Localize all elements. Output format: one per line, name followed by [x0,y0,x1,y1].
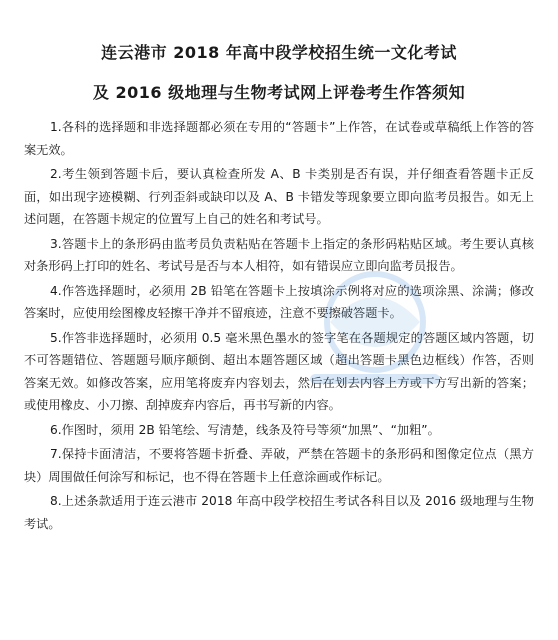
instruction-list [24,116,534,535]
document-title-line-1: 连云港市 2018 年高中段学校招生统一文化考试 [101,43,457,62]
instruction-item-7: 7.保持卡面清洁，不要将答题卡折叠、弄破，严禁在答题卡的条形码和图像定位点（黑方块）周围做任何涂写和标记，也不得在答题卡上任意涂画或作标记。 [24,447,534,484]
instruction-item-2: 2.考生领到答题卡后，要认真检查所发 A、B 卡类别是否有误，并仔细查看答题卡正反面，如出现字迹模糊、行列歪斜或缺印以及 A、B 卡错发等现象要立即向监考员报告。如无上述问题，在答题卡规定的位置写上自己的姓名和考试号。 [24,167,534,226]
instruction-item-3: 3.答题卡上的条形码由监考员负责粘贴在答题卡上指定的条形码粘贴区域。考生要认真核对条形码上打印的姓名、考试号是否与本人相符，如有错误应立即向监考员报告。 [24,236,534,273]
instruction-item-8: 8.上述条款适用于连云港市 2018 年高中段学校招生考试各科目以及 2016 级地理与生物考试。 [24,494,534,531]
instruction-item-5: 5.作答非选择题时，必须用 0.5 毫米黑色墨水的签字笔在各题规定的答题区域内答题，切不可答题错位、答题题号顺序颠倒、超出本题答题区域（超出答题卡黑色边框线）作答，否则答案无效。如修改答案，应用笔将废弃内容划去，然后在划去内容上方或下方写出新的答案；或使用橡皮、小刀擦、刮掉废弃内容后，再书写新的内容。 [24,330,534,412]
instruction-item-1: 1.各科的选择题和非选择题都必须在专用的“答题卡”上作答，在试卷或草稿纸上作答的答案无效。 [24,120,534,157]
instruction-item-4: 4.作答选择题时，必须用 2B 铅笔在答题卡上按填涂示例将对应的选项涂黑、涂满；修改答案时，应使用绘图橡皮轻擦干净并不留痕迹，注意不要擦破答题卡。 [24,283,534,320]
document-title-line-2: 及 2016 级地理与生物考试网上评卷考生作答须知 [92,83,466,102]
instruction-item-6: 6.作图时，须用 2B 铅笔绘、写清楚，线条及符号等须“加黑”、“加粗”。 [50,422,440,437]
